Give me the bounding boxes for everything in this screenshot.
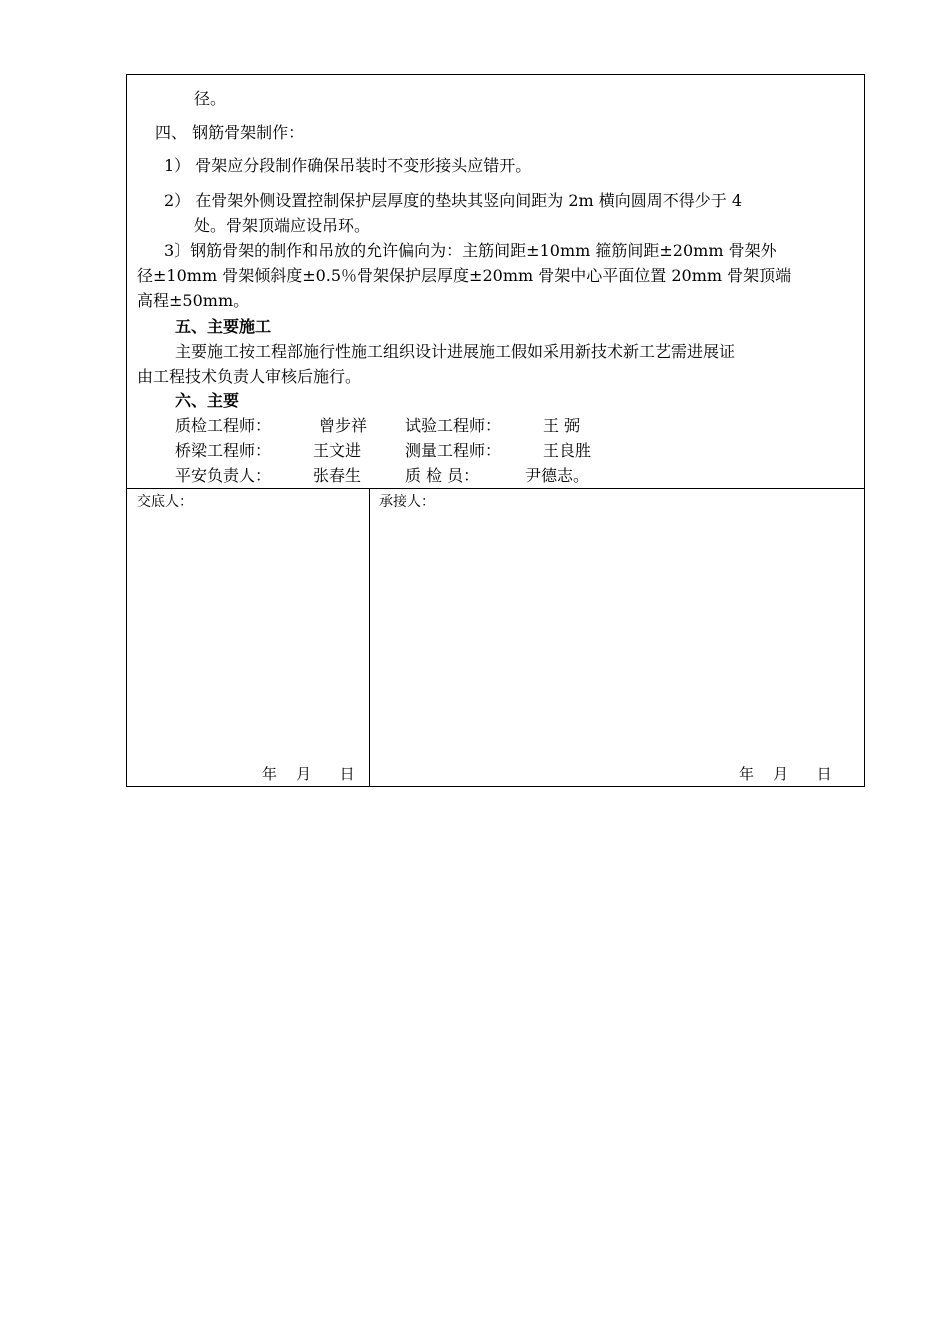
staff-role: 质检工程师： [175, 416, 272, 435]
discloser-label: 交底人： [137, 494, 193, 510]
staff-role: 桥梁工程师： [175, 441, 272, 460]
discloser-date: 年 月 日 [262, 765, 355, 783]
staff-name: 王良胜 [543, 441, 592, 460]
horizontal-divider [127, 488, 864, 489]
staff-name: 尹德志。 [525, 466, 590, 485]
paragraph-line: 由工程技术负责人审核后施行。 [137, 367, 362, 386]
staff-row [175, 466, 855, 486]
text-line: 径。 [194, 89, 227, 108]
staff-name: 王文进 [313, 441, 362, 460]
staff-name: 王 弼 [543, 416, 581, 435]
receiver-date: 年 月 日 [739, 765, 832, 783]
list-item-3: 3〕钢筋骨架的制作和吊放的允许偏向为：主筋间距±10mm 箍筋间距±20mm 骨架外 [164, 241, 777, 260]
staff-role: 测量工程师： [405, 441, 502, 460]
list-item-2: 2） 在骨架外侧设置控制保护层厚度的垫块其竖向间距为 2m 横向圆周不得少于 4 [164, 191, 743, 210]
receiver-label: 承接人： [379, 494, 435, 510]
section-heading-4: 四、 钢筋骨架制作： [155, 123, 305, 142]
staff-role: 平安负责人： [175, 466, 272, 485]
staff-name: 曾步祥 [319, 416, 368, 435]
staff-role: 质 检 员： [405, 466, 480, 485]
staff-role: 试验工程师： [405, 416, 502, 435]
disclosure-form-table [126, 74, 865, 787]
list-item-3-cont: 径±10mm 骨架倾斜度±0.5％骨架保护层厚度±20mm 骨架中心平面位置 20mm 骨架顶端 [137, 266, 792, 285]
list-item-2-cont: 处。骨架顶端应设吊环。 [194, 216, 371, 235]
staff-row [175, 441, 855, 461]
content-cell [127, 75, 864, 488]
paragraph-line: 主要施工按工程部施行性施工组织设计进展施工假如采用新技术新工艺需进展证 [175, 342, 736, 361]
staff-name: 张春生 [313, 466, 362, 485]
vertical-divider [369, 488, 370, 786]
section-heading-6: 六、主要 [175, 391, 240, 410]
list-item-3-cont: 高程±50mm。 [137, 291, 250, 310]
staff-row [175, 416, 855, 436]
list-item-1: 1） 骨架应分段制作确保吊装时不变形接头应错开。 [164, 156, 532, 175]
section-heading-5: 五、主要施工 [175, 317, 272, 336]
